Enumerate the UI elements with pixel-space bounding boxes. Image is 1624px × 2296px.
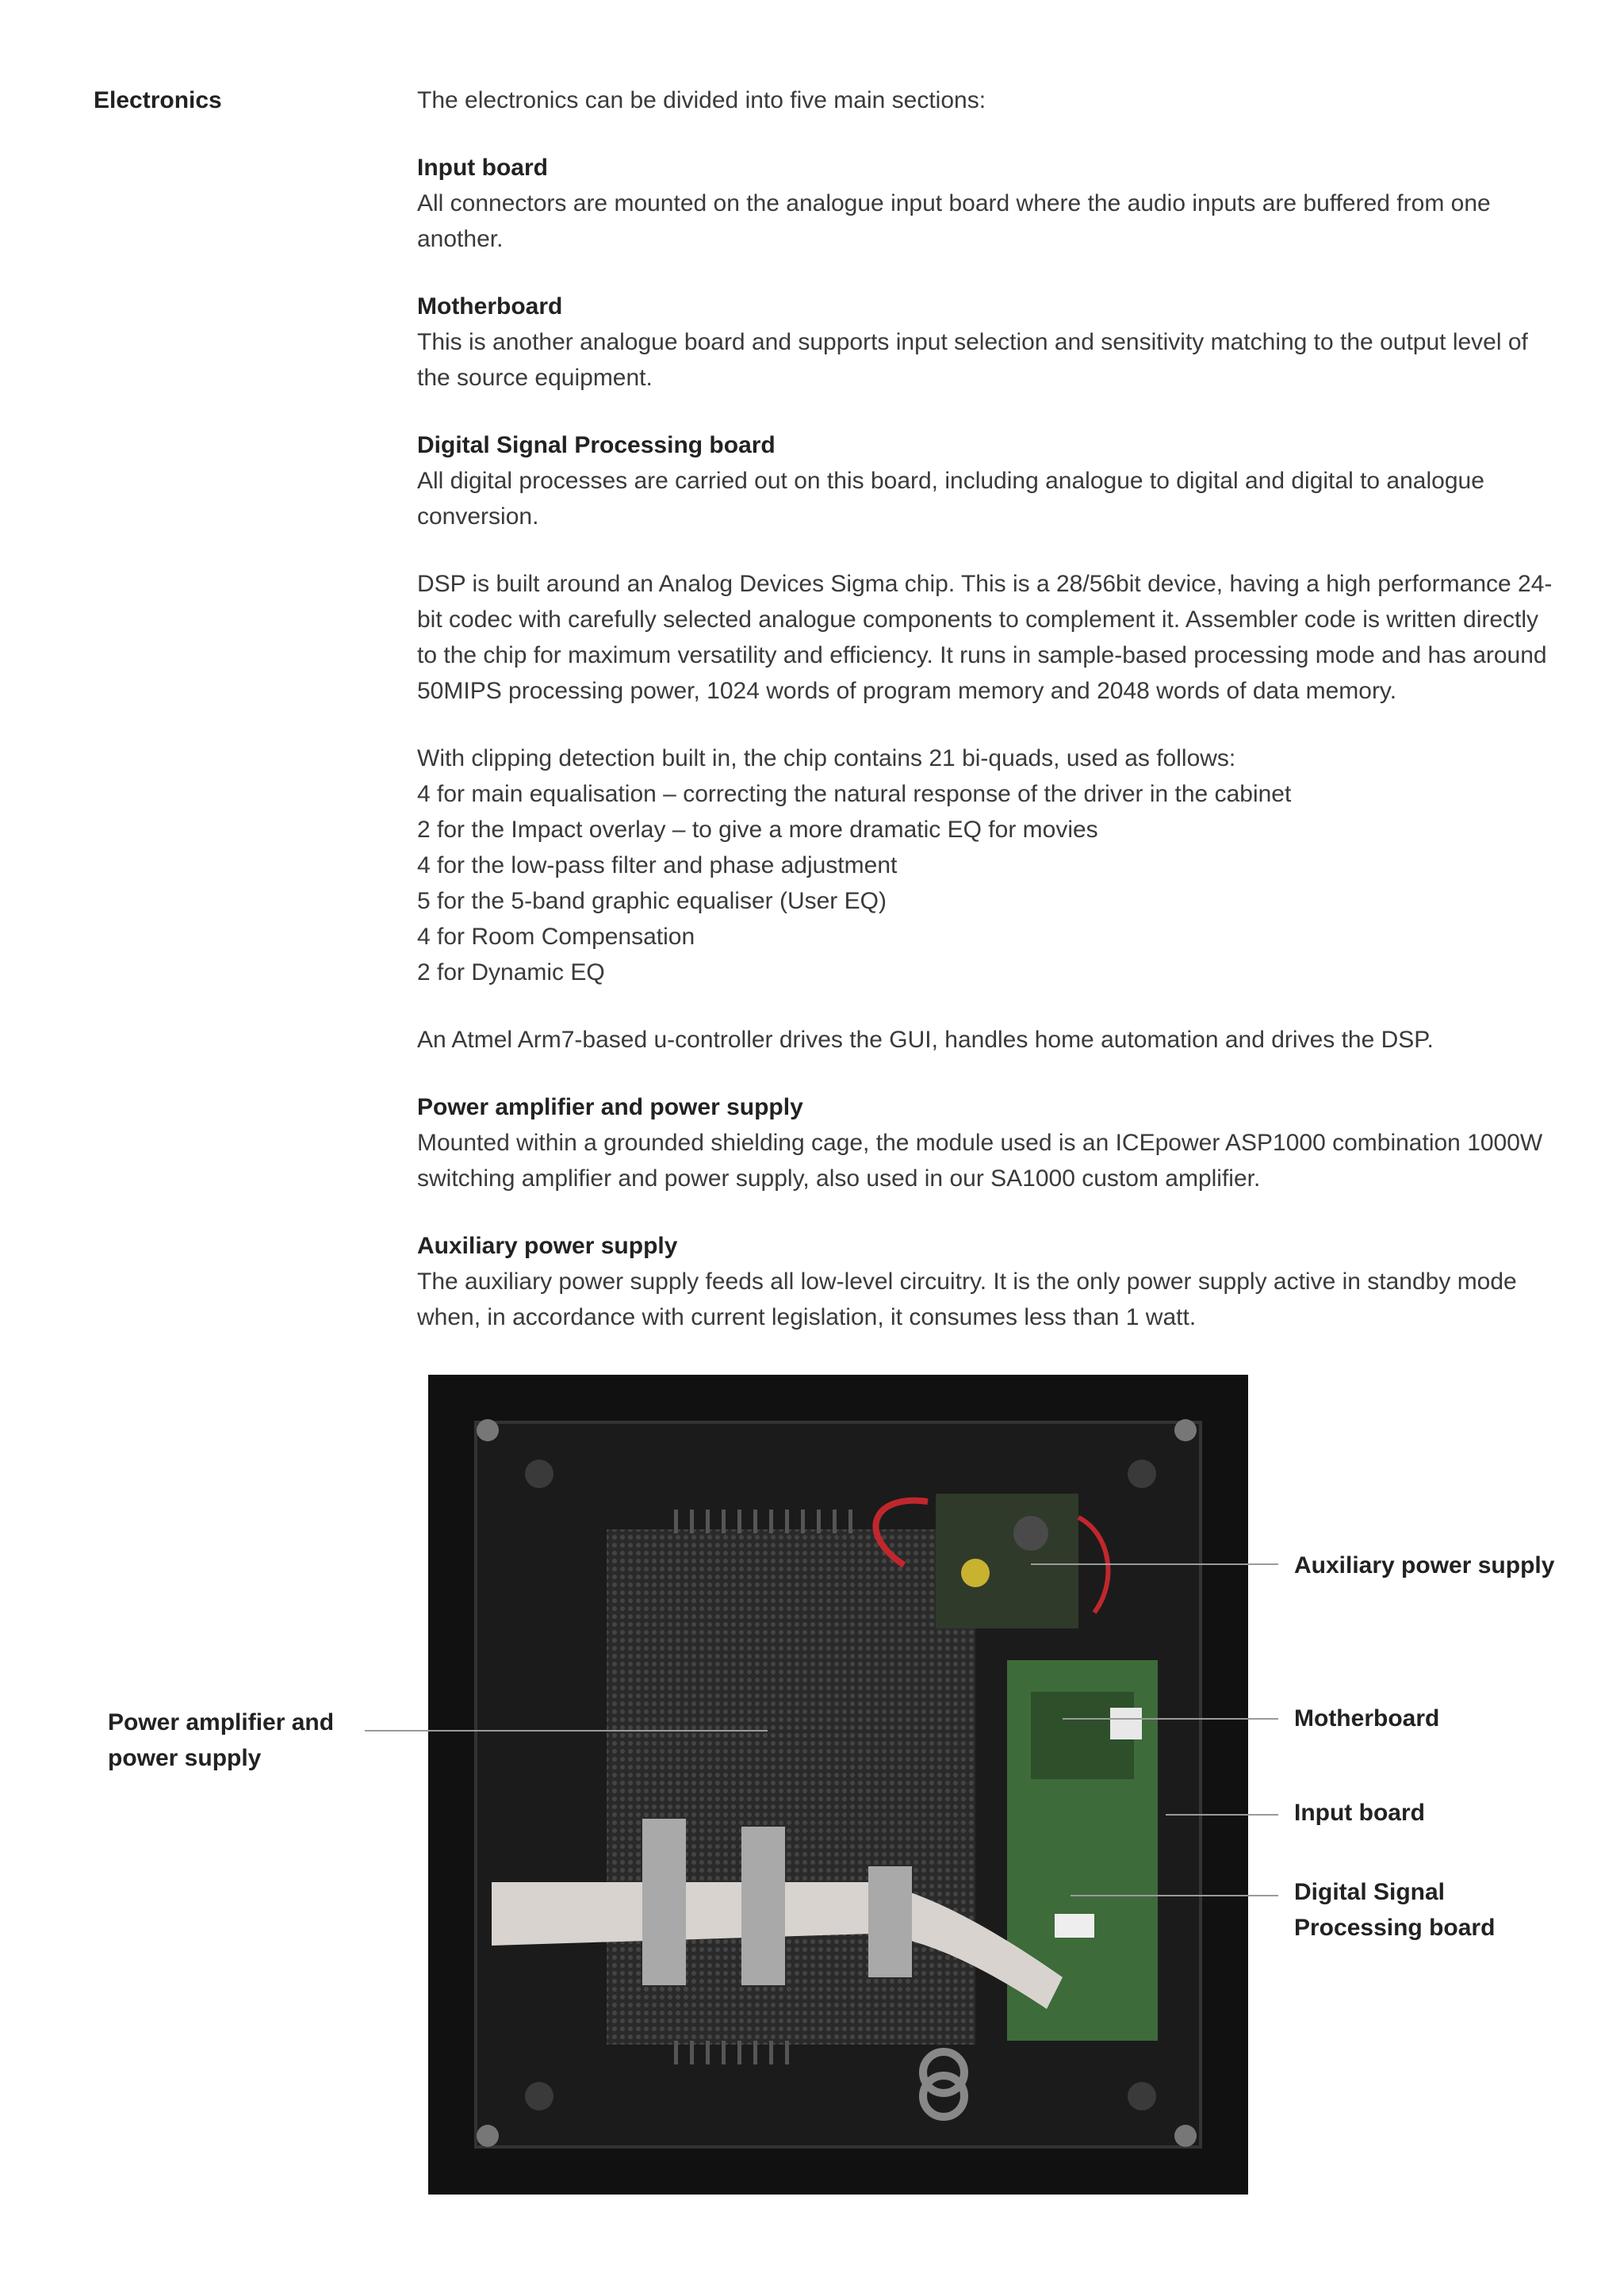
callout-dsp (1294, 1874, 1495, 1946)
cable-tie (741, 1827, 785, 1985)
intro-paragraph: The electronics can be divided into five main sections: (417, 87, 986, 113)
screw-icon (1174, 1419, 1197, 1441)
aux-power-heading: Auxiliary power supply (417, 1233, 678, 1259)
controller-text: An Atmel Arm7-based u-controller drives the GUI, handles home automation and drives the DSP. (417, 1027, 1434, 1053)
input-board-section (417, 150, 1559, 257)
callout-power-amp-line-1: Power amplifier and (108, 1709, 335, 1735)
aux-power-board (936, 1494, 1078, 1628)
cable-tie (868, 1866, 912, 1977)
screw-icon (477, 1419, 499, 1441)
biquad-item: 2 for the Impact overlay – to give a more dramatic EQ for movies (417, 817, 1098, 843)
callout-power-amp (108, 1705, 334, 1776)
screw-icon (1174, 2125, 1197, 2147)
leader-line-power-amp (365, 1730, 768, 1732)
aux-power-section (417, 1228, 1559, 1335)
biquad-item: 4 for Room Compensation (417, 924, 695, 950)
biquad-item: 4 for main equalisation – correcting the natural response of the driver in the cabinet (417, 781, 1292, 807)
dsp-text-2: DSP is built around an Analog Devices Sigma chip. This is a 28/56bit device, having a high performance 24-bit codec with carefully selected analogue components to complement it. Assembler code is written directly to the chip for maximum versatility and efficiency. It runs in sample-based processing mode and has around 50MIPS processing power, 1024 words of program memory and 2048 words of data memory. (417, 571, 1553, 704)
biquads-intro: With clipping detection built in, the chip contains 21 bi-quads, used as follows: (417, 745, 1236, 771)
cable-tie (642, 1819, 686, 1985)
aux-power-text: The auxiliary power supply feeds all low-level circuitry. It is the only power supply active in standby mode when, in accordance with current legislation, it consumes less than 1 watt. (417, 1269, 1517, 1330)
leader-line-input-board (1166, 1814, 1278, 1816)
electronics-photo (428, 1375, 1248, 2195)
input-board-text: All connectors are mounted on the analogue input board where the audio inputs are buffered from one another. (417, 190, 1491, 252)
callout-power-amp-line-2: power supply (108, 1745, 262, 1771)
section-title: Electronics (94, 87, 222, 113)
leader-line-motherboard (1063, 1718, 1278, 1720)
callout-aux-power: Auxiliary power supply (1294, 1552, 1555, 1578)
callout-dsp-line-2: Processing board (1294, 1915, 1496, 1941)
dsp-heading: Digital Signal Processing board (417, 432, 776, 458)
biquads-list (417, 740, 1559, 990)
power-amp-heading: Power amplifier and power supply (417, 1094, 803, 1120)
motherboard-section (417, 289, 1559, 396)
power-amp-section (417, 1089, 1559, 1196)
biquad-item: 5 for the 5-band graphic equaliser (User EQ) (417, 888, 887, 914)
dsp-section (417, 427, 1559, 1058)
power-amp-text: Mounted within a grounded shielding cage, the module used is an ICEpower ASP1000 combination 1000W switching amplifier and power supply, also used in our SA1000 custom amplifier. (417, 1130, 1543, 1192)
dsp-text-1: All digital processes are carried out on this board, including analogue to digital and digital to analogue conversion. (417, 468, 1484, 530)
leader-line-dsp (1071, 1895, 1278, 1896)
callout-motherboard: Motherboard (1294, 1705, 1440, 1732)
biquad-item: 2 for Dynamic EQ (417, 959, 605, 985)
screw-icon (477, 2125, 499, 2147)
motherboard-text: This is another analogue board and supports input selection and sensitivity matching to the output level of the source equipment. (417, 329, 1528, 391)
main-content (417, 82, 1559, 1367)
callout-dsp-line-1: Digital Signal (1294, 1879, 1446, 1905)
motherboard-heading: Motherboard (417, 293, 563, 320)
biquad-item: 4 for the low-pass filter and phase adjustment (417, 852, 898, 878)
callout-input-board: Input board (1294, 1800, 1425, 1826)
input-board-heading: Input board (417, 155, 548, 181)
leader-line-aux-power (1031, 1563, 1278, 1565)
